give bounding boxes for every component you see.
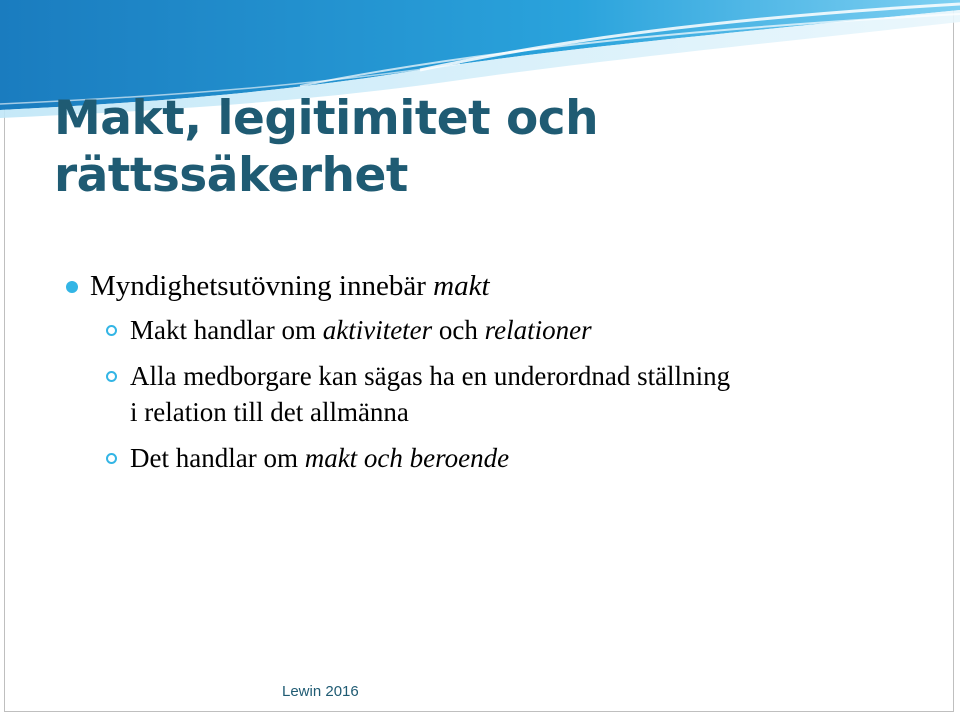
sub-bullet-dot-icon	[106, 453, 117, 464]
slide-title-line2: rättssäkerhet	[54, 148, 408, 203]
sub-bullet-item: Alla medborgare kan sägas ha en underordnad ställning i relation till det allmänna	[62, 358, 922, 430]
sub-bullet-item: Makt handlar om aktiviteter och relationer	[62, 312, 922, 348]
bullet-list	[62, 268, 922, 486]
slide-footer: Lewin 2016	[282, 683, 359, 700]
sub-bullet-dot-icon	[106, 325, 117, 336]
sub-bullet-dot-icon	[106, 371, 117, 382]
slide-title-line1: Makt, legitimitet och	[54, 91, 599, 146]
bullet-dot-icon	[66, 281, 78, 293]
bullet-item: Myndighetsutövning innebär makt	[62, 268, 922, 304]
slide-title	[54, 90, 598, 204]
sub-bullet-item: Det handlar om makt och beroende	[62, 440, 922, 476]
